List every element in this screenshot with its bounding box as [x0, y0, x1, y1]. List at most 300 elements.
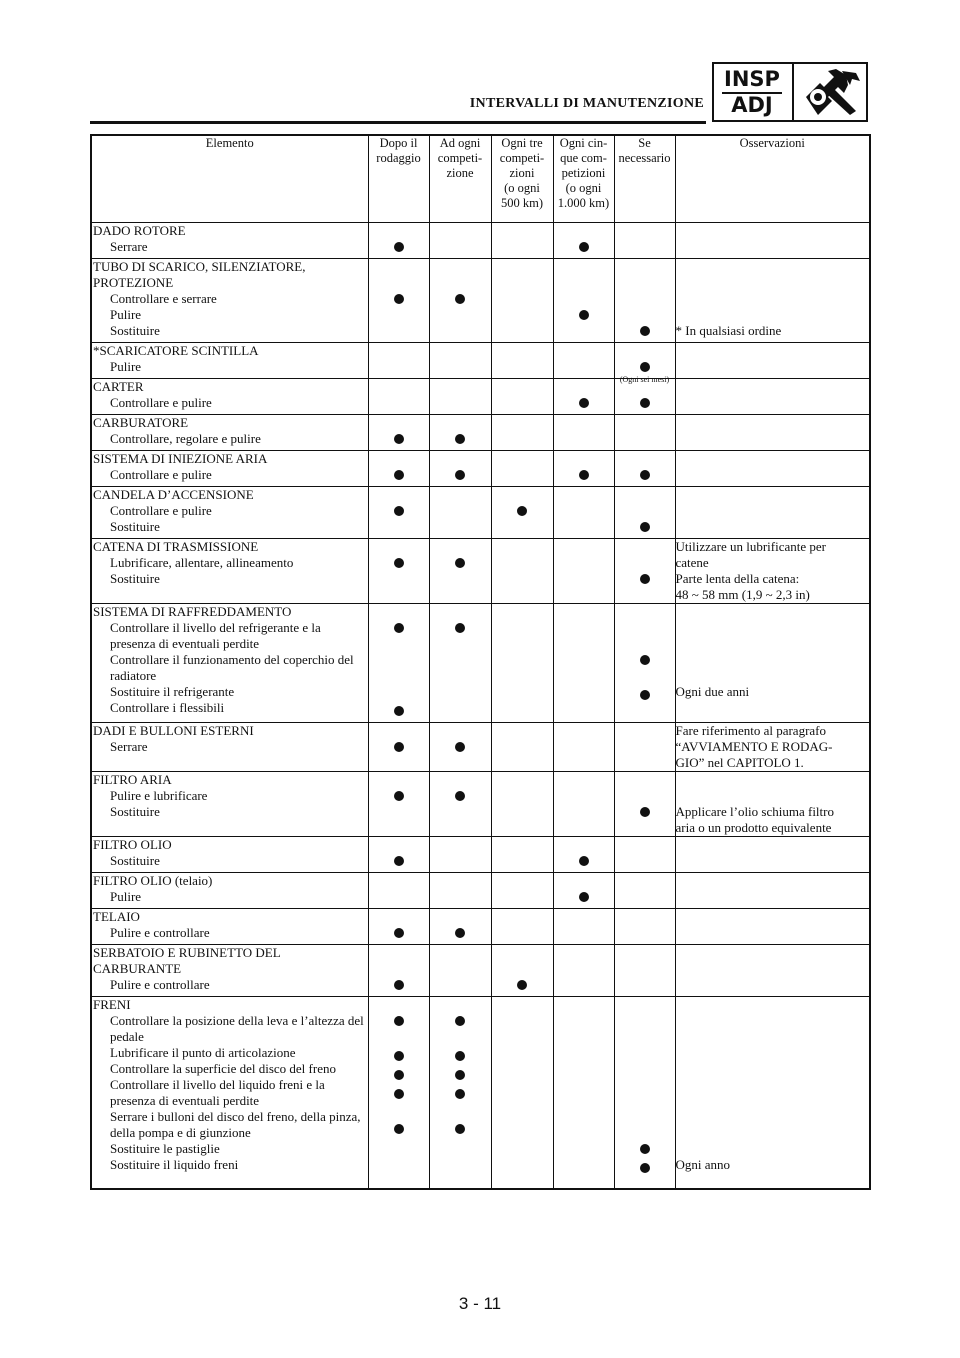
- interval-cell: [491, 486, 553, 538]
- spacer: [615, 772, 675, 788]
- spacer: [430, 997, 491, 1013]
- header-line: zione: [446, 166, 474, 180]
- table-row: [91, 538, 870, 603]
- spacer: [369, 997, 429, 1013]
- item-label: Controllare il funzionamento del coperchio del radiatore: [110, 651, 354, 683]
- bullet-dot-icon: [394, 506, 404, 516]
- mark-slot: [369, 807, 429, 823]
- spacer: [615, 945, 675, 961]
- observation-cell: [675, 378, 870, 414]
- mark-slot: [430, 742, 491, 758]
- spacer: [492, 223, 553, 239]
- interval-cell: [553, 378, 614, 414]
- mark-slot: [430, 687, 491, 703]
- mark-slot: [615, 706, 675, 722]
- mark-slot: [615, 470, 675, 486]
- mark-slot: [615, 655, 675, 687]
- spacer: [430, 223, 491, 239]
- category-label: PROTEZIONE: [93, 274, 174, 290]
- interval-cell: [491, 603, 553, 722]
- table-row: [91, 722, 870, 771]
- item-label: Pulire: [110, 306, 142, 322]
- bullet-dot-icon: [394, 742, 404, 752]
- item-label: Serrare: [110, 238, 148, 254]
- mark-slot: [430, 470, 491, 486]
- bullet-dot-icon: [394, 1016, 404, 1026]
- interval-cell: [368, 771, 429, 836]
- bullet-dot-icon: [394, 980, 404, 990]
- observation-cell: [675, 722, 870, 771]
- bullet-dot-icon: [579, 892, 589, 902]
- mark-slot: [492, 1061, 553, 1077]
- mark-slot: [430, 1124, 491, 1156]
- spacer: [430, 909, 491, 925]
- spacer: [492, 945, 553, 961]
- spacer: [492, 487, 553, 503]
- spacer: [369, 451, 429, 467]
- mark-slot: [554, 684, 614, 700]
- spacer: [615, 604, 675, 620]
- spacer: [676, 909, 870, 925]
- category-label: DADO ROTORE: [93, 222, 186, 238]
- table-header-row: [91, 135, 870, 222]
- mark-slot: [430, 359, 491, 375]
- item-label: Controllare la superficie del disco del freno: [110, 1060, 336, 1076]
- mark-slot: [430, 310, 491, 326]
- interval-cell: [491, 378, 553, 414]
- interval-cell: [491, 222, 553, 258]
- item-label: Pulire e controllare: [110, 924, 210, 940]
- mark-slot: [430, 1172, 491, 1188]
- item-label: Pulire: [110, 358, 142, 374]
- interval-cell: [429, 722, 491, 771]
- bullet-dot-icon: [640, 470, 650, 480]
- spacer: [492, 415, 553, 431]
- element-cell: [91, 342, 368, 378]
- spacer: [554, 259, 614, 275]
- mark-slot: [615, 788, 675, 804]
- spacer: [492, 909, 553, 925]
- mark-slot: [615, 925, 675, 941]
- table-row: [91, 258, 870, 342]
- mark-slot: [492, 700, 553, 716]
- spacer: [430, 259, 491, 275]
- observation-text: catene: [675, 554, 709, 570]
- mark-slot: [369, 242, 429, 258]
- bullet-dot-icon: [579, 856, 589, 866]
- bullet-dot-icon: [455, 1070, 465, 1080]
- category-label: FRENI: [93, 996, 131, 1012]
- bullet-dot-icon: [640, 807, 650, 817]
- interval-cell: [614, 771, 675, 836]
- observation-cell: [675, 872, 870, 908]
- element-cell: [91, 603, 368, 722]
- mark-slot: [615, 307, 675, 323]
- spacer: [430, 487, 491, 503]
- observation-text: Fare riferimento al paragrafo: [675, 722, 827, 738]
- mark-slot: [492, 522, 553, 538]
- spacer: [430, 275, 491, 291]
- bullet-dot-icon: [394, 856, 404, 866]
- spacer: [492, 961, 553, 977]
- mark-slot: [615, 690, 675, 706]
- interval-cell: [553, 603, 614, 722]
- spacer: [554, 837, 614, 853]
- mark-slot: [492, 431, 553, 447]
- spacer: [676, 1061, 870, 1077]
- interval-cell: [614, 342, 675, 384]
- spacer: [430, 873, 491, 889]
- table-row: [91, 222, 870, 258]
- mark-slot: [615, 574, 675, 590]
- mark-slot: [492, 506, 553, 522]
- interval-cell: [614, 450, 675, 486]
- mark-slot: [369, 395, 429, 411]
- mark-slot: [369, 742, 429, 758]
- mark-slot: [554, 804, 614, 820]
- interval-cell: [553, 414, 614, 450]
- mark-slot: [615, 1061, 675, 1077]
- spacer: [369, 604, 429, 620]
- spacer: [615, 961, 675, 977]
- interval-cell: [491, 996, 553, 1189]
- interval-cell: [491, 771, 553, 836]
- spacer: [492, 837, 553, 853]
- spacer: [615, 909, 675, 925]
- header-line: 500 km): [500, 196, 543, 210]
- category-label: DADI E BULLONI ESTERNI: [93, 722, 254, 738]
- observation-text: 48 ~ 58 mm (1,9 ~ 2,3 in): [675, 586, 810, 602]
- mark-slot: [615, 739, 675, 755]
- observation-text: Parte lenta della catena:: [675, 570, 800, 586]
- interval-cell: [368, 944, 429, 996]
- item-label: Controllare il livello del refrigerante e la presenza di eventuali perdite: [110, 619, 321, 651]
- mark-slot: [554, 1013, 614, 1045]
- spacer: [676, 415, 870, 431]
- spacer: [676, 853, 870, 869]
- bullet-dot-icon: [640, 1144, 650, 1154]
- bullet-dot-icon: [640, 522, 650, 532]
- spacer: [554, 223, 614, 239]
- interval-cell: [553, 908, 614, 944]
- interval-cell: [429, 771, 491, 836]
- item-label: Sostituire: [110, 803, 160, 819]
- observation-cell: [675, 414, 870, 450]
- category-label: FILTRO OLIO (telaio): [93, 872, 213, 888]
- mark-slot: [615, 291, 675, 307]
- observation-text: “AVVIAMENTO E RODAG-: [675, 738, 833, 754]
- category-label: CATENA DI TRASMISSIONE: [93, 538, 259, 554]
- mark-slot: [615, 1077, 675, 1109]
- spacer: [676, 788, 870, 804]
- mark-slot: [492, 467, 553, 483]
- bullet-dot-icon: [455, 1016, 465, 1026]
- item-label: Pulire e controllare: [110, 976, 210, 992]
- item-label: Controllare e pulire: [110, 466, 212, 482]
- mark-slot: [554, 310, 614, 326]
- mark-slot: [554, 519, 614, 535]
- interval-cell: [614, 722, 675, 771]
- header-line: Ogni tre: [501, 136, 543, 150]
- header-line: que com-: [560, 151, 607, 165]
- header-line: 1.000 km): [557, 196, 610, 210]
- mark-slot: [554, 788, 614, 804]
- observation-cell: [675, 342, 870, 378]
- spacer: [615, 259, 675, 275]
- element-cell: [91, 771, 368, 836]
- interval-cell: [429, 342, 491, 378]
- mark-slot: [492, 571, 553, 587]
- observation-text: aria o un prodotto equivalente: [675, 819, 832, 835]
- header-line: competi-: [499, 151, 545, 165]
- mark-slot: [554, 571, 614, 587]
- bullet-dot-icon: [394, 434, 404, 444]
- spacer: [676, 997, 870, 1013]
- bullet-dot-icon: [579, 398, 589, 408]
- element-cell: [91, 378, 368, 414]
- spacer: [369, 259, 429, 275]
- observation-cell: [675, 222, 870, 258]
- bullet-dot-icon: [394, 928, 404, 938]
- page-header-title: INTERVALLI DI MANUTENZIONE: [469, 96, 704, 111]
- table-row: [91, 771, 870, 836]
- col-header-ogni-tre-competizioni: [491, 135, 553, 222]
- interval-note: (Ogni sei mesi): [619, 374, 670, 384]
- spacer: [676, 431, 870, 447]
- interval-cell: [368, 996, 429, 1189]
- col-header-osservazioni: Osservazioni: [675, 135, 870, 222]
- maintenance-table: [90, 134, 871, 1190]
- wrench-icon: [798, 67, 862, 117]
- item-label: Sostituire le pastiglie: [110, 1140, 220, 1156]
- spacer: [676, 379, 870, 395]
- item-label: Sostituire il liquido freni: [110, 1156, 239, 1172]
- spacer: [369, 415, 429, 431]
- mark-slot: [369, 856, 429, 872]
- interval-cell: [368, 378, 429, 414]
- table-row: [91, 378, 870, 414]
- spacer: [554, 873, 614, 889]
- spacer: [492, 873, 553, 889]
- interval-cell: [553, 258, 614, 342]
- mark-slot: [369, 326, 429, 342]
- spacer: [369, 223, 429, 239]
- spacer: [676, 467, 870, 483]
- table-row: [91, 486, 870, 538]
- table-row: [91, 603, 870, 722]
- mark-slot: [430, 294, 491, 310]
- spacer: [492, 604, 553, 620]
- interval-cell: [429, 486, 491, 538]
- interval-cell: [614, 603, 675, 722]
- header-line: rodaggio: [376, 151, 421, 165]
- mark-slot: [554, 398, 614, 414]
- header-line: (o ogni: [504, 181, 540, 195]
- interval-cell: [368, 450, 429, 486]
- spacer: [492, 451, 553, 467]
- bullet-dot-icon: [394, 1051, 404, 1061]
- spacer: [369, 275, 429, 291]
- header-line: Dopo il: [379, 136, 418, 150]
- mark-slot: [554, 242, 614, 258]
- spacer: [369, 873, 429, 889]
- mark-slot: [492, 555, 553, 571]
- mark-slot: [615, 239, 675, 255]
- element-cell: [91, 872, 368, 908]
- spacer: [676, 700, 870, 716]
- spacer: [430, 961, 491, 977]
- spacer: [492, 275, 553, 291]
- interval-cell: [614, 258, 675, 342]
- bullet-dot-icon: [394, 242, 404, 252]
- bullet-dot-icon: [394, 470, 404, 480]
- spacer: [554, 451, 614, 467]
- item-label: Controllare i flessibili: [110, 699, 225, 715]
- mark-slot: [554, 1109, 614, 1141]
- spacer: [369, 909, 429, 925]
- mark-slot: [615, 1163, 675, 1179]
- interval-cell: [614, 944, 675, 996]
- interval-cell: [429, 872, 491, 908]
- item-label: Sostituire il refrigerante: [110, 683, 235, 699]
- mark-slot: [430, 791, 491, 807]
- interval-cell: [368, 342, 429, 378]
- interval-cell: [429, 908, 491, 944]
- observation-cell: [675, 538, 870, 603]
- observation-text: * In qualsiasi ordine: [675, 322, 782, 338]
- spacer: [676, 604, 870, 620]
- mark-slot: [615, 977, 675, 993]
- mark-slot: [369, 928, 429, 944]
- header-line: (o ogni: [565, 181, 602, 195]
- observation-cell: [675, 944, 870, 996]
- col-header-ogni-cinque-competizioni: [553, 135, 614, 222]
- spacer: [430, 379, 491, 395]
- spacer: [369, 379, 429, 395]
- category-label: TUBO DI SCARICO, SILENZIATORE,: [93, 258, 306, 274]
- spacer: [615, 223, 675, 239]
- bullet-dot-icon: [394, 1089, 404, 1099]
- insp-adj-badge: [712, 62, 868, 122]
- spacer: [615, 997, 675, 1013]
- mark-slot: [554, 1157, 614, 1173]
- observation-cell: [675, 836, 870, 872]
- col-header-ogni-competizione: [429, 135, 491, 222]
- bullet-dot-icon: [455, 1051, 465, 1061]
- observation-text: GIO” nel CAPITOLO 1.: [675, 754, 804, 770]
- mark-slot: [554, 652, 614, 684]
- bullet-dot-icon: [455, 623, 465, 633]
- mark-slot: [369, 294, 429, 310]
- spacer: [676, 873, 870, 889]
- spacer: [676, 1013, 870, 1045]
- interval-cell: [553, 836, 614, 872]
- spacer: [369, 772, 429, 788]
- spacer: [430, 343, 491, 359]
- spacer: [430, 772, 491, 788]
- mark-slot: [554, 892, 614, 908]
- mark-slot: [554, 555, 614, 571]
- spacer: [676, 487, 870, 503]
- spacer: [676, 1109, 870, 1141]
- observation-text: Applicare l’olio schiuma filtro: [675, 803, 834, 819]
- spacer: [615, 451, 675, 467]
- mark-slot: [430, 395, 491, 411]
- interval-cell: [368, 722, 429, 771]
- interval-cell: [368, 603, 429, 722]
- table-row: [91, 342, 870, 378]
- mark-slot: [430, 889, 491, 905]
- item-label: Pulire: [110, 888, 142, 904]
- badge-insp-label: INSP: [724, 67, 780, 91]
- header-rule: [90, 121, 706, 124]
- interval-cell: [429, 996, 491, 1189]
- element-cell: [91, 538, 368, 603]
- mark-slot: [430, 655, 491, 687]
- mark-slot: [615, 853, 675, 869]
- interval-cell: [491, 258, 553, 342]
- mark-slot: [430, 1156, 491, 1172]
- bullet-dot-icon: [455, 742, 465, 752]
- mark-slot: [430, 928, 491, 944]
- mark-slot: [615, 522, 675, 538]
- interval-cell: [368, 414, 429, 450]
- interval-cell: [429, 258, 491, 342]
- mark-slot: [492, 889, 553, 905]
- observation-cell: [675, 450, 870, 486]
- mark-slot: [430, 703, 491, 719]
- element-cell: [91, 414, 368, 450]
- mark-slot: [369, 522, 429, 538]
- spacer: [615, 723, 675, 739]
- table-row: [91, 944, 870, 996]
- mark-slot: [492, 739, 553, 755]
- spacer: [554, 487, 614, 503]
- spacer: [554, 539, 614, 555]
- spacer: [554, 415, 614, 431]
- mark-slot: [430, 558, 491, 574]
- mark-slot: [430, 977, 491, 993]
- spacer: [615, 837, 675, 853]
- bullet-dot-icon: [579, 310, 589, 320]
- spacer: [615, 539, 675, 555]
- table-row: [91, 908, 870, 944]
- category-label: CARBURANTE: [93, 960, 182, 976]
- interval-cell: [368, 538, 429, 603]
- spacer: [554, 945, 614, 961]
- spacer: [676, 275, 870, 291]
- mark-slot: [369, 470, 429, 486]
- category-label: *SCARICATORE SCINTILLA: [93, 342, 259, 358]
- mark-slot: [554, 1061, 614, 1077]
- element-cell: [91, 486, 368, 538]
- mark-slot: [615, 362, 675, 384]
- mark-slot: [492, 1141, 553, 1157]
- mark-slot: [430, 853, 491, 869]
- bullet-dot-icon: [455, 1089, 465, 1099]
- interval-cell: [491, 908, 553, 944]
- spacer: [554, 723, 614, 739]
- observation-cell: [675, 908, 870, 944]
- observation-text: Utilizzare un lubrificante per: [675, 538, 827, 554]
- interval-cell: [491, 414, 553, 450]
- mark-slot: [369, 558, 429, 574]
- interval-cell: [491, 450, 553, 486]
- mark-slot: [615, 889, 675, 905]
- observation-cell: [675, 996, 870, 1189]
- header-line: necessario: [618, 151, 671, 165]
- mark-slot: [492, 395, 553, 411]
